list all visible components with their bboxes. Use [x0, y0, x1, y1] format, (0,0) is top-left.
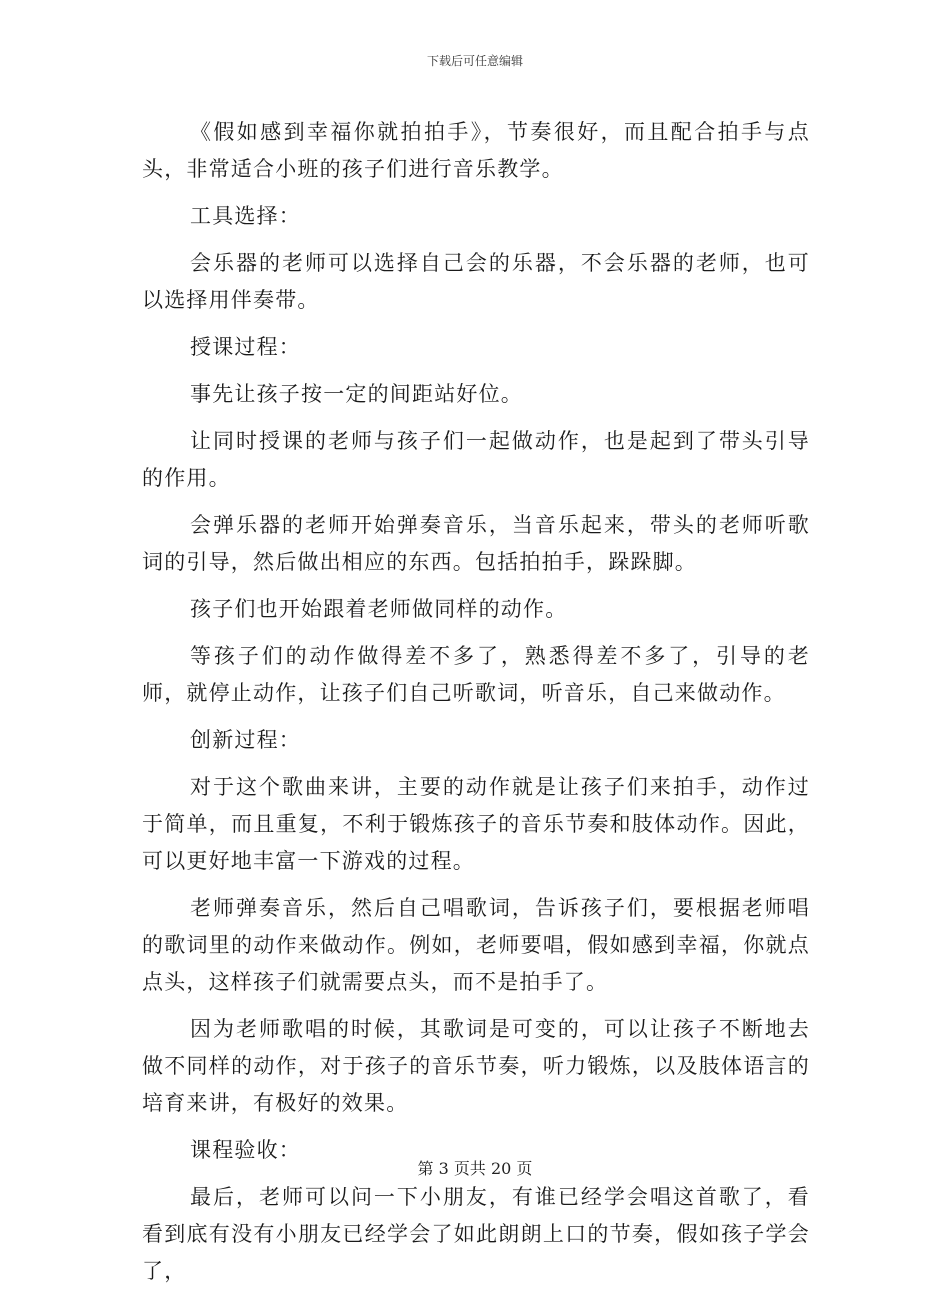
page-number-footer: 第 3 页共 20 页: [417, 1159, 533, 1178]
paragraph-teaching-2: 让同时授课的老师与孩子们一起做动作，也是起到了带头引导的作用。: [142, 429, 810, 490]
paragraph-acceptance: 最后，老师可以问一下小朋友，有谁已经学会唱这首歌了，看看到底有没有小朋友已经学会了如此朗朗上口的节奏，假如孩子学会了，: [142, 1185, 810, 1283]
paragraph-innovation-2: 老师弹奏音乐，然后自己唱歌词，告诉孩子们，要根据老师唱的歌词里的动作来做动作。例如，老师要唱，假如感到幸福，你就点点头，这样孩子们就需要点头，而不是拍手了。: [142, 896, 810, 994]
paragraph-teaching-5: 等孩子们的动作做得差不多了，熟悉得差不多了，引导的老师，就停止动作，让孩子们自己听歌词，听音乐，自己来做动作。: [142, 644, 810, 705]
document-body: [142, 114, 810, 1300]
paragraph-innovation-3: 因为老师歌唱的时候，其歌词是可变的，可以让孩子不断地去做不同样的动作，对于孩子的音乐节奏，听力锻炼，以及肢体语言的培育来讲，有极好的效果。: [142, 1017, 810, 1115]
paragraph-intro: 《假如感到幸福你就拍拍手》，节奏很好，而且配合拍手与点头，非常适合小班的孩子们进行音乐教学。: [142, 120, 810, 181]
paragraph-innovation-1: 对于这个歌曲来讲，主要的动作就是让孩子们来拍手，动作过于简单，而且重复，不利于锻炼孩子的音乐节奏和肢体动作。因此，可以更好地丰富一下游戏的过程。: [142, 775, 810, 873]
page-header: 下载后可任意编辑: [426, 54, 523, 68]
paragraph-teaching-1: 事先让孩子按一定的间距站好位。: [190, 382, 523, 406]
paragraph-tools: 会乐器的老师可以选择自己会的乐器，不会乐器的老师，也可以选择用伴奏带。: [142, 251, 810, 312]
section-heading-tools: 工具选择：: [190, 204, 301, 228]
paragraph-teaching-4: 孩子们也开始跟着老师做同样的动作。: [190, 597, 568, 621]
section-heading-innovation: 创新过程：: [190, 728, 301, 752]
paragraph-teaching-3: 会弹乐器的老师开始弹奏音乐，当音乐起来，带头的老师听歌词的引导，然后做出相应的东西。包括拍拍手，跺跺脚。: [142, 513, 810, 574]
section-heading-teaching: 授课过程：: [190, 335, 301, 359]
section-heading-acceptance: 课程验收：: [190, 1138, 301, 1162]
